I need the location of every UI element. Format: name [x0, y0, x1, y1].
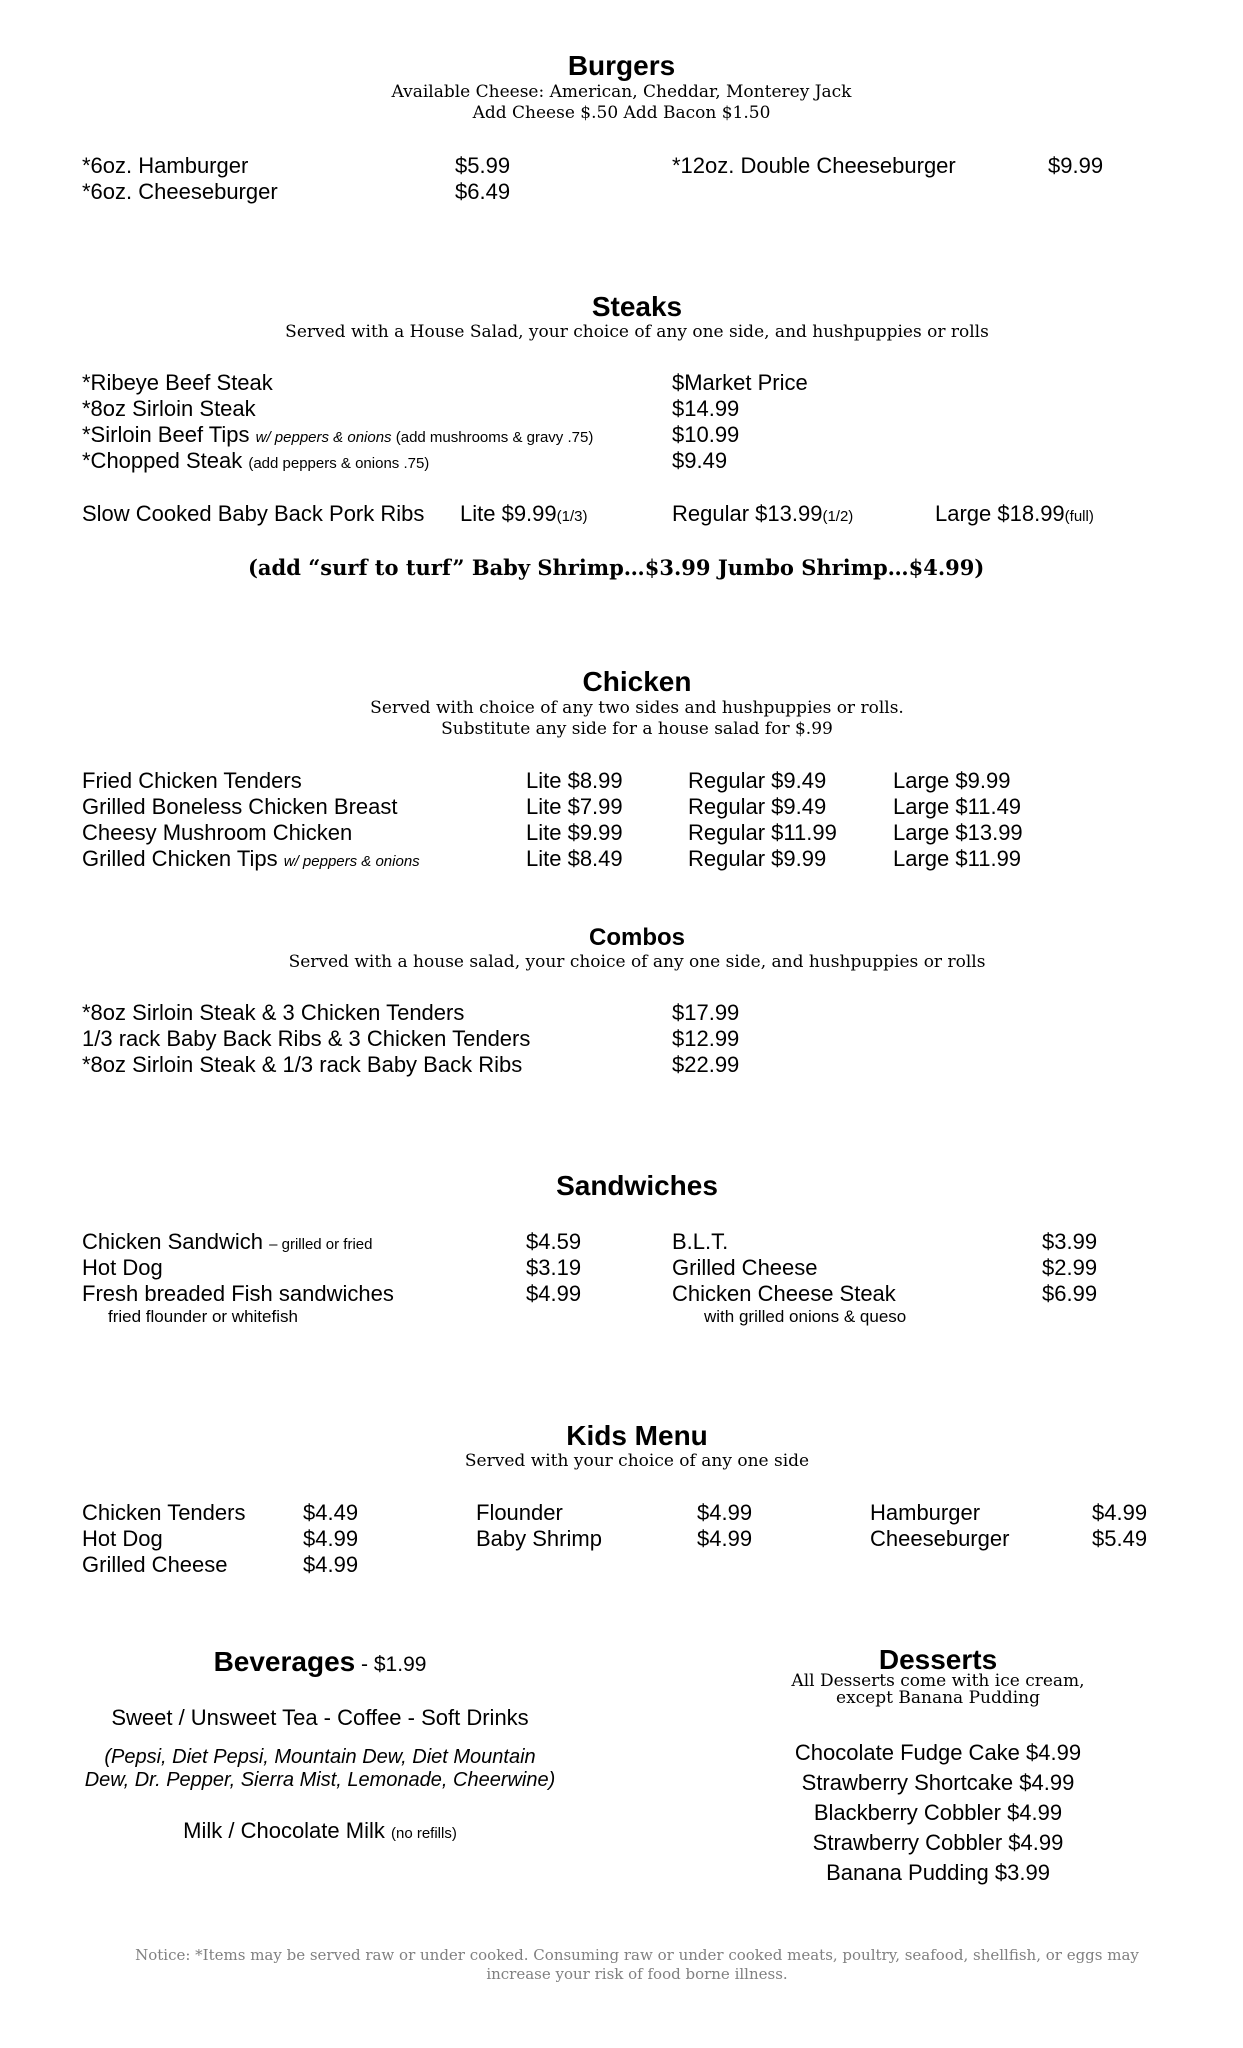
menu-item-name: *Ribeye Beef Steak [82, 370, 273, 395]
menu-item-name: Hot Dog [82, 1526, 163, 1551]
menu-item-price: $9.49 [672, 448, 728, 473]
menu-item-price: $4.99 [303, 1552, 359, 1577]
menu-item-name [82, 450, 429, 472]
milk-text: Milk / Chocolate Milk [183, 1818, 391, 1843]
menu-item-price: $2.99 [1042, 1255, 1098, 1280]
menu-item-name: Fried Chicken Tenders [82, 768, 302, 793]
item-note: (add peppers & onions .75) [248, 455, 430, 472]
combos-served-note: Served with a house salad, your choice of any one side, and hushpuppies or rolls [288, 952, 986, 972]
ribs-large-price: Large $18.99 [935, 501, 1065, 526]
beverages-price: - $1.99 [355, 1653, 427, 1676]
menu-item-price-large: Large $11.49 [893, 794, 1022, 819]
item-note: (add mushrooms & gravy .75) [391, 429, 594, 446]
kids-menu-title: Kids Menu [566, 1420, 708, 1451]
soft-drinks-list-1: (Pepsi, Diet Pepsi, Mountain Dew, Diet Mountain [104, 1746, 536, 1768]
menu-item-price: $22.99 [672, 1052, 740, 1077]
menu-item-price-large: Large $11.99 [893, 846, 1022, 871]
beverages-title: Beverages [213, 1646, 356, 1677]
menu-item-price-lite: Lite $7.99 [526, 794, 623, 819]
fish-sandwich-note: fried flounder or whitefish [108, 1307, 298, 1326]
dessert-item: Strawberry Cobbler $4.99 [812, 1830, 1064, 1855]
menu-item-name: *8oz Sirloin Steak [82, 396, 256, 421]
surf-to-turf-addon: (add “surf to turf” Baby Shrimp…$3.99 Jumbo Shrimp…$4.99) [248, 555, 985, 580]
ribs-name: Slow Cooked Baby Back Pork Ribs [82, 501, 425, 526]
ribs-large-note: (full) [1064, 508, 1094, 525]
dessert-item: Strawberry Shortcake $4.99 [801, 1770, 1075, 1795]
raw-food-notice-line-1: Notice: *Items may be served raw or under cooked. Consuming raw or under cooked meats, poultry, seafood, shellfish, or eggs may [135, 1946, 1139, 1964]
chicken-substitute-note: Substitute any side for a house salad for $.99 [441, 719, 833, 739]
menu-item-name: Grilled Cheese [672, 1255, 818, 1280]
chicken-served-note: Served with choice of any two sides and hushpuppies or rolls. [370, 698, 904, 718]
burgers-addons-note: Add Cheese $.50 Add Bacon $1.50 [472, 103, 771, 123]
burgers-cheese-note: Available Cheese: American, Cheddar, Monterey Jack [391, 82, 852, 102]
menu-item-price: $4.99 [303, 1526, 359, 1551]
menu-item-name: Flounder [476, 1500, 563, 1525]
ribs-regular-note: (1/2) [822, 508, 854, 525]
steaks-served-note: Served with a House Salad, your choice of any one side, and hushpuppies or rolls [285, 322, 989, 342]
menu-item-price-lite: Lite $8.49 [526, 846, 623, 871]
menu-item-price: $4.99 [697, 1526, 753, 1551]
menu-item-name: 1/3 rack Baby Back Ribs & 3 Chicken Tenders [82, 1026, 531, 1051]
raw-food-notice-line-2: increase your risk of food borne illness. [486, 1965, 788, 1983]
desserts-note-1: All Desserts come with ice cream, [791, 1671, 1085, 1691]
milk-note: (no refills) [390, 1825, 457, 1842]
menu-item-name: *8oz Sirloin Steak & 3 Chicken Tenders [82, 1000, 465, 1025]
menu-item-price-regular: Regular $9.49 [688, 768, 827, 793]
item-name-text: *Chopped Steak [82, 448, 249, 473]
menu-item-price-large: Large $9.99 [893, 768, 1011, 793]
menu-item-price: $4.99 [1092, 1500, 1148, 1525]
menu-item-price: $17.99 [672, 1000, 740, 1025]
burgers-title: Burgers [567, 50, 676, 81]
menu-item-name: Chicken Cheese Steak [672, 1281, 896, 1306]
item-italic-note: w/ peppers & onions [255, 429, 392, 446]
menu-item-price: $14.99 [672, 396, 740, 421]
menu-item-price: $4.99 [526, 1281, 582, 1306]
sandwiches-title: Sandwiches [556, 1170, 718, 1201]
desserts-title: Desserts [878, 1644, 998, 1675]
dessert-item: Banana Pudding $3.99 [826, 1860, 1050, 1885]
steaks-title: Steaks [591, 291, 683, 322]
menu-item-name [82, 424, 593, 446]
menu-item-price-regular: Regular $9.49 [688, 794, 827, 819]
item-name-text: *Sirloin Beef Tips [82, 422, 256, 447]
menu-item-name: B.L.T. [672, 1229, 729, 1254]
beverages-list: Sweet / Unsweet Tea - Coffee - Soft Drinks [111, 1705, 529, 1730]
menu-item-price: $4.49 [303, 1500, 359, 1525]
menu-item-name: Fresh breaded Fish sandwiches [82, 1281, 394, 1306]
ribs-lite-note: (1/3) [556, 508, 588, 525]
menu-item-name: Chicken Tenders [82, 1500, 246, 1525]
menu-item-price: $9.99 [1048, 153, 1104, 178]
ribs-regular [672, 503, 853, 525]
menu-item-name: *6oz. Hamburger [82, 153, 249, 178]
menu-item-name [82, 1231, 373, 1253]
menu-item-name: Cheeseburger [870, 1526, 1010, 1551]
menu-item-price: $3.19 [526, 1255, 582, 1280]
menu-item-name: *12oz. Double Cheeseburger [672, 153, 956, 178]
menu-item-name: Grilled Cheese [82, 1552, 228, 1577]
menu-item-price-lite: Lite $8.99 [526, 768, 623, 793]
menu-item-price: $Market Price [672, 370, 808, 395]
ribs-regular-price: Regular $13.99 [672, 501, 823, 526]
item-note: – grilled or fried [269, 1236, 373, 1253]
menu-item-price: $6.99 [1042, 1281, 1098, 1306]
ribs-lite [460, 503, 587, 525]
beverages-heading [40, 1648, 600, 1676]
desserts-note-2: except Banana Pudding [836, 1688, 1040, 1708]
chicken-title: Chicken [582, 666, 692, 697]
dessert-item: Blackberry Cobbler $4.99 [813, 1800, 1063, 1825]
menu-item-price: $10.99 [672, 422, 740, 447]
menu-item-price-large: Large $13.99 [893, 820, 1023, 845]
dessert-item: Chocolate Fudge Cake $4.99 [794, 1740, 1082, 1765]
menu-item-price: $3.99 [1042, 1229, 1098, 1254]
menu-item-name: *6oz. Cheeseburger [82, 179, 278, 204]
menu-item-name [82, 848, 420, 870]
menu-item-name: *8oz Sirloin Steak & 1/3 rack Baby Back Ribs [82, 1052, 523, 1077]
menu-item-price: $4.99 [697, 1500, 753, 1525]
ribs-large [935, 503, 1094, 525]
combos-title: Combos [589, 924, 685, 951]
menu-item-name: Hot Dog [82, 1255, 163, 1280]
kids-served-note: Served with your choice of any one side [464, 1451, 810, 1471]
menu-item-price: $5.49 [1092, 1526, 1148, 1551]
menu-item-price: $12.99 [672, 1026, 740, 1051]
item-italic-note: w/ peppers & onions [283, 853, 420, 870]
menu-item-name: Hamburger [870, 1500, 981, 1525]
menu-item-price: $5.99 [455, 153, 511, 178]
menu-item-name: Cheesy Mushroom Chicken [82, 820, 353, 845]
menu-item-price-lite: Lite $9.99 [526, 820, 623, 845]
menu-item-name: Baby Shrimp [476, 1526, 602, 1551]
menu-item-price-regular: Regular $9.99 [688, 846, 827, 871]
ribs-lite-price: Lite $9.99 [460, 501, 557, 526]
milk-line [40, 1820, 600, 1842]
item-name-text: Grilled Chicken Tips [82, 846, 284, 871]
menu-item-price-regular: Regular $11.99 [688, 820, 837, 845]
menu-item-price: $6.49 [455, 179, 511, 204]
menu-item-name: Grilled Boneless Chicken Breast [82, 794, 398, 819]
soft-drinks-list-2: Dew, Dr. Pepper, Sierra Mist, Lemonade, Cheerwine) [84, 1769, 556, 1791]
item-name-text: Chicken Sandwich [82, 1229, 270, 1254]
menu-item-price: $4.59 [526, 1229, 582, 1254]
cheese-steak-note: with grilled onions & queso [704, 1307, 907, 1326]
